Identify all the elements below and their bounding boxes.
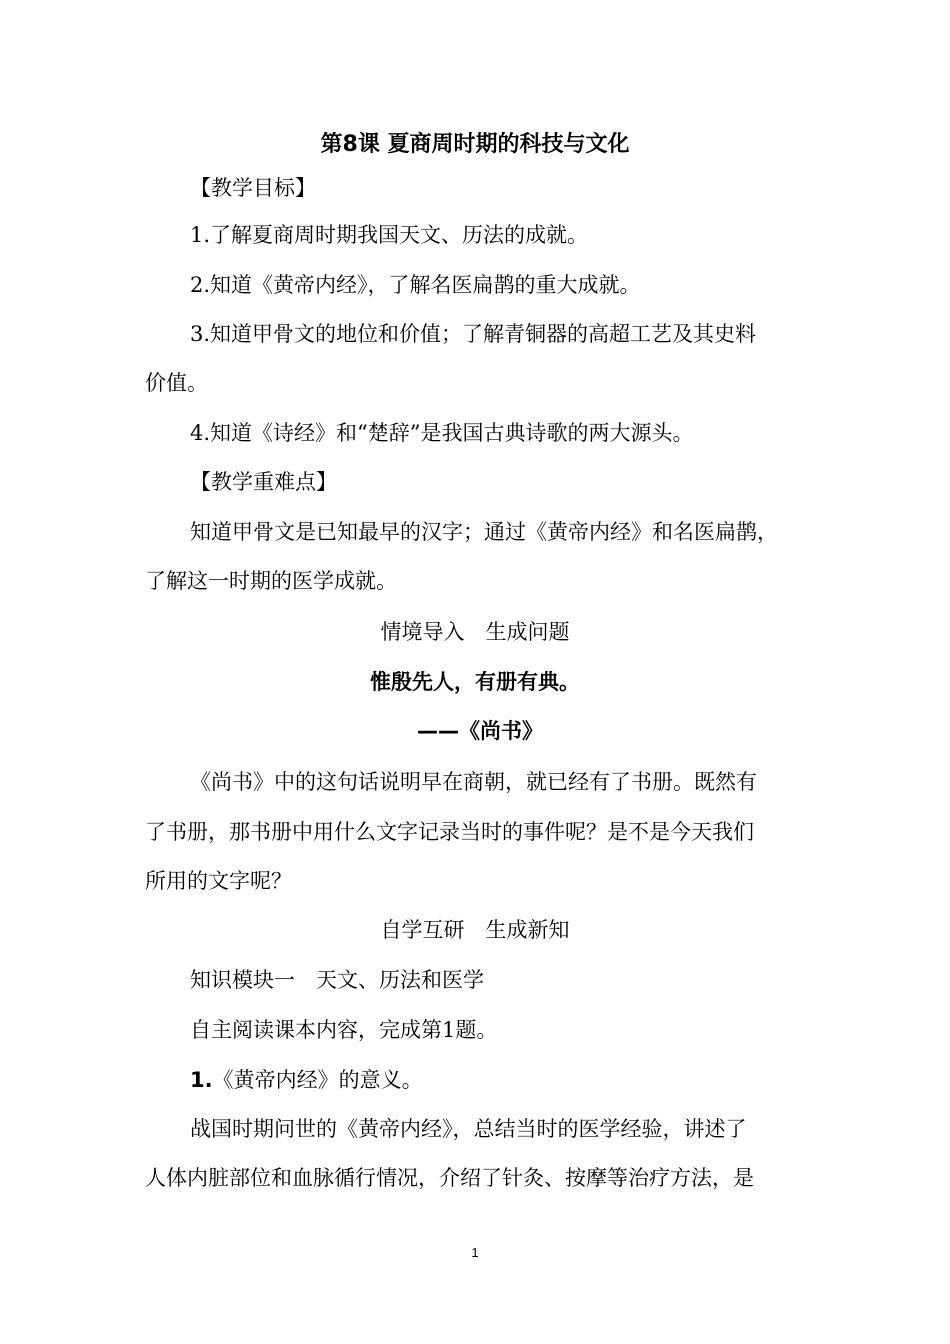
goal-item: 4.知道《诗经》和“楚辞”是我国古典诗歌的两大源头。	[190, 421, 694, 445]
intro-paragraph-line: 了书册，那书册中用什么文字记录当时的事件呢？是不是今天我们	[145, 820, 754, 844]
question-text: 《黄帝内经》的意义。	[212, 1068, 423, 1092]
goal-item: 2.知道《黄帝内经》，了解名医扁鹊的重大成就。	[190, 273, 641, 297]
key-points-text-continued: 了解这一时期的医学成就。	[145, 569, 397, 593]
goal-item: 3.知道甲骨文的地位和价值；了解青铜器的高超工艺及其史料	[190, 322, 757, 346]
answer-paragraph-line: 人体内脏部位和血脉循行情况，介绍了针灸、按摩等治疗方法，是	[145, 1166, 754, 1190]
key-points-header: 【教学重难点】	[190, 470, 337, 494]
section-heading-intro: 情境导入 生成问题	[380, 620, 570, 644]
key-points-text: 知道甲骨文是已知最早的汉字；通过《黄帝内经》和名医扁鹊，	[190, 520, 778, 544]
intro-paragraph-line: 《尚书》中的这句话说明早在商朝，就已经有了书册。既然有	[190, 770, 757, 794]
instruction-text: 自主阅读课本内容，完成第1题。	[190, 1018, 498, 1042]
answer-paragraph-line: 战国时期问世的《黄帝内经》，总结当时的医学经验，讲述了	[190, 1117, 747, 1141]
goal-item-continued: 价值。	[145, 371, 208, 395]
quote-text: 惟殷先人，有册有典。	[370, 670, 580, 694]
question-item	[190, 1065, 423, 1095]
intro-paragraph-line: 所用的文字呢？	[145, 869, 292, 893]
page-title: 第8课 夏商周时期的科技与文化	[320, 132, 630, 157]
question-number: 1.	[190, 1068, 213, 1092]
module-heading: 知识模块一 天文、历法和医学	[190, 968, 484, 992]
goals-header: 【教学目标】	[190, 176, 316, 200]
section-heading-study: 自学互研 生成新知	[380, 918, 570, 942]
goal-item: 1.了解夏商周时期我国天文、历法的成就。	[190, 223, 589, 247]
page-number: 1	[471, 1245, 479, 1260]
quote-source: ——《尚书》	[417, 719, 543, 743]
